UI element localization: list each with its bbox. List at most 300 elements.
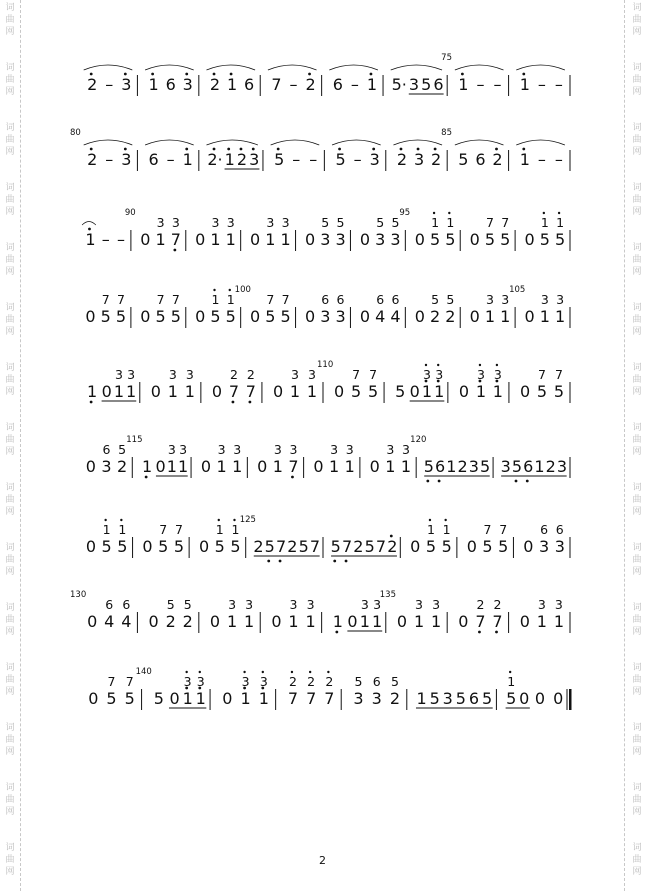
slur-arc bbox=[206, 65, 255, 70]
note-digit: 0 bbox=[458, 612, 469, 631]
watermark-char: 网 bbox=[5, 807, 15, 817]
watermark-char: 曲 bbox=[5, 675, 15, 685]
chord-upper-digit: 3 bbox=[435, 367, 444, 382]
note-digit: 5 bbox=[536, 382, 548, 401]
high-octave-dot bbox=[252, 148, 255, 151]
score-row bbox=[86, 435, 570, 482]
note-digit: 2 bbox=[457, 457, 468, 476]
page-number: 2 bbox=[319, 854, 326, 867]
chord-upper-digit: 3 bbox=[360, 597, 369, 612]
note-digit: 0 bbox=[195, 230, 206, 249]
chord-upper-digit: 2 bbox=[288, 674, 297, 689]
watermark-char: 网 bbox=[5, 447, 15, 457]
note-digit: 1 bbox=[431, 612, 442, 631]
note-digit: 0 bbox=[458, 382, 470, 401]
chord-upper-digit: 7 bbox=[281, 292, 290, 307]
note-digit: 7 bbox=[271, 75, 282, 94]
low-octave-dot bbox=[173, 249, 176, 252]
note-digit: 1 bbox=[216, 457, 227, 476]
chord-upper-digit: 3 bbox=[540, 292, 549, 307]
watermark-char: 网 bbox=[632, 867, 642, 877]
watermark-char: 网 bbox=[5, 567, 15, 577]
chord-upper-digit: 3 bbox=[156, 215, 165, 230]
high-octave-dot bbox=[229, 289, 231, 291]
note-digit: 1 bbox=[344, 457, 355, 476]
high-octave-dot bbox=[437, 364, 439, 366]
chord-upper-digit: 3 bbox=[211, 215, 220, 230]
note-digit: 0 bbox=[359, 230, 371, 249]
chord-upper-digit: 3 bbox=[345, 442, 354, 457]
note-digit: 0 bbox=[88, 689, 99, 708]
chord-upper-digit: 2 bbox=[246, 367, 255, 382]
chord-upper-digit: 2 bbox=[476, 597, 485, 612]
watermark-char: 词 bbox=[632, 663, 642, 673]
note-digit: 0 bbox=[250, 230, 261, 249]
watermark-char: 网 bbox=[5, 687, 15, 697]
chord-upper-digit: 6 bbox=[321, 292, 330, 307]
note-digit: 1 bbox=[413, 612, 425, 631]
chord-upper-digit: 3 bbox=[556, 292, 565, 307]
note-digit: 1 bbox=[155, 230, 166, 249]
watermark-char: 词 bbox=[5, 3, 15, 13]
note-digit: 1 bbox=[210, 230, 221, 249]
note-digit: 2 bbox=[431, 150, 442, 169]
score-row bbox=[70, 128, 570, 171]
chord-upper-digit: 3 bbox=[432, 597, 441, 612]
note-digit: 1 bbox=[536, 612, 547, 631]
note-digit: 5 bbox=[101, 537, 112, 556]
note-digit: 5 bbox=[170, 307, 181, 326]
note-digit: 1 bbox=[258, 689, 269, 708]
measure-number: 120 bbox=[410, 435, 427, 445]
watermark-char: 网 bbox=[632, 507, 642, 517]
note-digit: 0 bbox=[304, 230, 316, 249]
chord-upper-digit: 5 bbox=[376, 215, 385, 230]
watermark-char: 网 bbox=[632, 807, 642, 817]
chord-upper-digit: 3 bbox=[245, 597, 254, 612]
note-digit: 0 bbox=[369, 457, 380, 476]
dash-sustain: – bbox=[105, 75, 114, 94]
watermark-char: 曲 bbox=[632, 435, 642, 445]
dash-sustain: – bbox=[554, 75, 563, 94]
high-octave-dot bbox=[400, 148, 403, 151]
note-digit: 5 bbox=[264, 537, 275, 556]
low-octave-dot bbox=[267, 560, 270, 563]
watermark-char: 词 bbox=[632, 543, 642, 553]
slur-arc bbox=[268, 65, 317, 70]
chord-upper-digit: 6 bbox=[376, 292, 385, 307]
dash-sustain: – bbox=[493, 75, 502, 94]
watermark-char: 曲 bbox=[632, 675, 642, 685]
measure-number: 80 bbox=[70, 128, 81, 138]
note-digit: 3 bbox=[320, 230, 331, 249]
note-digit: 7 bbox=[475, 612, 486, 631]
slur-arc bbox=[516, 140, 565, 145]
note-digit: 1 bbox=[184, 382, 195, 401]
chord-upper-digit: 3 bbox=[217, 442, 226, 457]
note-digit: 0 bbox=[198, 537, 210, 556]
chord-upper-digit: 3 bbox=[415, 597, 424, 612]
note-digit: 0 bbox=[359, 307, 371, 326]
note-digit: 5 bbox=[225, 307, 236, 326]
measure-number: 90 bbox=[124, 208, 136, 218]
chord-upper-digit: 1 bbox=[211, 292, 220, 307]
chord-upper-digit: 5 bbox=[166, 597, 175, 612]
watermark-char: 曲 bbox=[632, 495, 642, 505]
note-digit: 4 bbox=[375, 307, 386, 326]
chord-upper-digit: 7 bbox=[171, 292, 180, 307]
note-digit: 2 bbox=[236, 150, 248, 169]
note-digit: 1 bbox=[85, 230, 96, 249]
chord-upper-digit: 3 bbox=[291, 367, 299, 382]
note-digit: 1 bbox=[458, 75, 469, 94]
note-digit: 0 bbox=[169, 689, 180, 708]
note-digit: 1 bbox=[366, 75, 378, 94]
note-digit: 1 bbox=[554, 307, 566, 326]
watermark-char: 网 bbox=[5, 627, 15, 637]
note-digit: 1 bbox=[385, 457, 396, 476]
chord-upper-digit: 5 bbox=[183, 597, 192, 612]
chord-upper-digit: 3 bbox=[402, 442, 410, 457]
measure-number: 135 bbox=[379, 590, 397, 600]
chord-upper-digit: 7 bbox=[266, 292, 275, 307]
note-digit: 0 bbox=[142, 537, 153, 556]
note-digit: 2 bbox=[87, 150, 98, 169]
chord-upper-digit: 3 bbox=[179, 442, 188, 457]
chord-upper-digit: 5 bbox=[431, 292, 440, 307]
note-digit: 0 bbox=[409, 382, 420, 401]
chord-upper-digit: 7 bbox=[483, 522, 492, 537]
score-row bbox=[82, 208, 570, 251]
note-digit: 0 bbox=[85, 307, 96, 326]
note-digit: 0 bbox=[195, 307, 206, 326]
watermark-char: 词 bbox=[5, 63, 15, 73]
note-digit: 5 bbox=[117, 537, 128, 556]
chord-upper-digit: 2 bbox=[307, 674, 316, 689]
note-digit: 7 bbox=[288, 457, 299, 476]
note-digit: 1 bbox=[232, 457, 243, 476]
measure-number: 110 bbox=[317, 360, 334, 370]
note-digit: 0 bbox=[148, 612, 159, 631]
note-digit: 0 bbox=[410, 537, 421, 556]
note-digit: 5 bbox=[395, 382, 406, 401]
watermark-char: 曲 bbox=[5, 135, 15, 145]
chord-upper-digit: 1 bbox=[540, 215, 549, 230]
note-digit: 3 bbox=[101, 457, 112, 476]
note-digit: 2 bbox=[353, 537, 364, 556]
low-octave-dot bbox=[145, 476, 148, 479]
dash-sustain: – bbox=[476, 75, 485, 94]
watermark-char: 词 bbox=[5, 843, 15, 853]
note-digit: 3 bbox=[353, 689, 364, 708]
watermark-char: 网 bbox=[5, 867, 15, 877]
note-digit: 1 bbox=[519, 75, 530, 94]
watermark-char: 曲 bbox=[632, 195, 642, 205]
chord-upper-digit: 6 bbox=[122, 597, 131, 612]
high-octave-dot bbox=[444, 519, 446, 521]
final-barline-thick bbox=[569, 689, 572, 710]
note-digit: 0 bbox=[211, 382, 223, 401]
note-digit: 0 bbox=[466, 537, 477, 556]
chord-upper-digit: 1 bbox=[226, 292, 235, 307]
note-digit: 5 bbox=[330, 537, 341, 556]
chord-upper-digit: 1 bbox=[556, 215, 565, 230]
watermark-char: 网 bbox=[5, 207, 15, 217]
chord-upper-digit: 7 bbox=[125, 674, 134, 689]
low-octave-dot bbox=[249, 401, 252, 404]
note-digit: 2 bbox=[396, 150, 408, 169]
note-digit: 2 bbox=[445, 307, 456, 326]
watermark-char: 曲 bbox=[5, 795, 15, 805]
watermark-char: 网 bbox=[632, 327, 642, 337]
watermark-char: 曲 bbox=[5, 615, 15, 625]
note-digit: 1 bbox=[416, 689, 427, 708]
watermark-char: 词 bbox=[5, 543, 15, 553]
high-octave-dot bbox=[448, 212, 450, 214]
watermark-char: 词 bbox=[5, 243, 15, 253]
note-digit: 0 bbox=[553, 689, 564, 708]
note-digit: 1 bbox=[400, 457, 412, 476]
note-digit: 1 bbox=[265, 230, 276, 249]
note-digit: 0 bbox=[87, 612, 98, 631]
high-octave-dot bbox=[240, 148, 243, 151]
score-row bbox=[87, 360, 570, 403]
note-digit: 0 bbox=[347, 612, 358, 631]
note-digit: 2 bbox=[545, 457, 556, 476]
measure-number: 130 bbox=[70, 590, 87, 600]
note-digit: 0 bbox=[85, 457, 96, 476]
high-octave-dot bbox=[104, 519, 106, 521]
high-octave-dot bbox=[277, 148, 280, 151]
watermark-char: 词 bbox=[632, 123, 642, 133]
note-digit: 6 bbox=[165, 75, 176, 94]
note-digit: 1 bbox=[148, 75, 159, 94]
dash-sustain: – bbox=[309, 150, 318, 169]
chord-upper-digit: 7 bbox=[485, 215, 494, 230]
high-octave-dot bbox=[543, 212, 545, 214]
high-octave-dot bbox=[461, 73, 464, 76]
watermark-char: 词 bbox=[5, 423, 15, 433]
watermark-char: 词 bbox=[5, 363, 15, 373]
measure-number: 75 bbox=[441, 53, 453, 63]
note-digit: 1 bbox=[226, 75, 238, 94]
note-digit: 1 bbox=[359, 612, 370, 631]
chord-upper-digit: 3 bbox=[289, 442, 298, 457]
low-octave-dot bbox=[232, 401, 235, 404]
chord-upper-digit: 6 bbox=[105, 597, 114, 612]
watermark-char: 词 bbox=[632, 483, 642, 493]
note-digit: 1 bbox=[226, 612, 238, 631]
note-digit: 3 bbox=[320, 307, 331, 326]
high-octave-dot bbox=[199, 671, 201, 673]
watermark-char: 词 bbox=[632, 783, 642, 793]
note-digit: 1 bbox=[280, 230, 291, 249]
note-digit: 5 bbox=[482, 537, 493, 556]
watermark-char: 曲 bbox=[632, 315, 642, 325]
high-octave-dot bbox=[185, 671, 187, 673]
note-digit: 0 bbox=[524, 307, 535, 326]
note-digit: 5 bbox=[214, 537, 225, 556]
note-digit: 2 bbox=[209, 75, 221, 94]
chord-upper-digit: 1 bbox=[431, 215, 440, 230]
chord-upper-digit: 7 bbox=[501, 215, 510, 230]
note-digit: 1 bbox=[87, 382, 98, 401]
chord-upper-digit: 6 bbox=[555, 522, 564, 537]
chord-upper-digit: 7 bbox=[554, 367, 563, 382]
high-octave-dot bbox=[185, 73, 188, 76]
watermark-char: 词 bbox=[632, 3, 642, 13]
watermark-char: 曲 bbox=[5, 195, 15, 205]
chord-upper-digit: 3 bbox=[330, 442, 339, 457]
note-digit: 1 bbox=[306, 382, 318, 401]
chord-upper-digit: 3 bbox=[185, 367, 194, 382]
dash-sustain: – bbox=[292, 150, 301, 169]
note-digit: 1 bbox=[484, 307, 496, 326]
watermark-char: 词 bbox=[632, 603, 642, 613]
slur-arc bbox=[393, 140, 442, 145]
high-octave-dot bbox=[230, 73, 233, 76]
slur-arc bbox=[84, 140, 133, 145]
note-digit: 2 bbox=[387, 537, 398, 556]
high-octave-dot bbox=[120, 519, 122, 521]
note-digit: 7 bbox=[275, 537, 287, 556]
note-digit: 0 bbox=[222, 689, 233, 708]
high-octave-dot bbox=[309, 671, 311, 673]
chord-upper-digit: 3 bbox=[554, 597, 563, 612]
note-digit: 3 bbox=[121, 150, 132, 169]
high-octave-dot bbox=[390, 535, 393, 538]
note-digit: 1 bbox=[475, 382, 487, 401]
low-octave-dot bbox=[279, 560, 282, 563]
slur-arc bbox=[271, 140, 320, 145]
low-octave-dot bbox=[526, 480, 529, 483]
watermark-char: 网 bbox=[5, 387, 15, 397]
high-octave-dot bbox=[522, 73, 525, 76]
watermark-char: 词 bbox=[632, 303, 642, 313]
chord-upper-digit: 5 bbox=[391, 215, 400, 230]
high-octave-dot bbox=[262, 671, 264, 673]
note-digit: 1 bbox=[182, 150, 193, 169]
watermark-char: 词 bbox=[5, 783, 15, 793]
note-digit: 0 bbox=[200, 457, 212, 476]
chord-upper-digit: 3 bbox=[501, 292, 510, 307]
note-digit: 3 bbox=[335, 307, 346, 326]
note-digit: 1 bbox=[534, 457, 545, 476]
note-digit: 5 bbox=[441, 537, 452, 556]
watermark-char: 词 bbox=[5, 483, 15, 493]
chord-upper-digit: 3 bbox=[183, 674, 192, 689]
note-digit: 1 bbox=[195, 689, 206, 708]
note-digit: 0 bbox=[209, 612, 221, 631]
high-octave-dot bbox=[291, 671, 293, 673]
note-digit: 3 bbox=[369, 150, 380, 169]
watermark-char: 网 bbox=[5, 267, 15, 277]
score-row bbox=[85, 285, 570, 328]
watermark-char: 词 bbox=[632, 723, 642, 733]
note-digit: 5 bbox=[274, 150, 285, 169]
note-digit: 1 bbox=[225, 230, 236, 249]
chord-upper-digit: 3 bbox=[196, 674, 205, 689]
watermark-char: 曲 bbox=[5, 435, 15, 445]
note-digit: 1 bbox=[553, 612, 565, 631]
watermark-char: 曲 bbox=[5, 495, 15, 505]
note-digit: 5 bbox=[350, 382, 362, 401]
note-digit: 6 bbox=[468, 689, 480, 708]
note-digit: 3 bbox=[371, 689, 382, 708]
high-octave-dot bbox=[233, 519, 235, 521]
note-digit: 1 bbox=[166, 457, 177, 476]
tie-arc bbox=[82, 222, 96, 226]
note-digit: 6 bbox=[433, 75, 444, 94]
watermark-char: 词 bbox=[5, 123, 15, 133]
watermark-char: 曲 bbox=[632, 375, 642, 385]
chord-upper-digit: 5 bbox=[321, 215, 330, 230]
note-digit: 7 bbox=[287, 689, 299, 708]
high-octave-dot bbox=[88, 228, 91, 231]
note-digit: 5 bbox=[539, 230, 550, 249]
note-digit: 0 bbox=[519, 382, 531, 401]
note-digit: 3 bbox=[390, 230, 401, 249]
note-digit: 2 bbox=[429, 307, 441, 326]
high-octave-dot bbox=[243, 671, 245, 673]
chord-upper-digit: 5 bbox=[336, 215, 345, 230]
slur-arc bbox=[391, 65, 442, 70]
note-digit: 1 bbox=[167, 382, 178, 401]
high-octave-dot bbox=[434, 148, 437, 151]
dash-sustain: – bbox=[105, 150, 114, 169]
high-octave-dot bbox=[522, 148, 525, 151]
score-row bbox=[88, 667, 571, 710]
measure-number: 115 bbox=[126, 435, 143, 445]
note-digit: 0 bbox=[469, 230, 480, 249]
note-digit: 5 bbox=[100, 307, 111, 326]
low-octave-dot bbox=[495, 631, 498, 634]
watermark-char: 曲 bbox=[632, 255, 642, 265]
note-digit: 3 bbox=[538, 537, 550, 556]
chord-upper-digit: 7 bbox=[174, 522, 183, 537]
chord-upper-digit: 3 bbox=[423, 367, 431, 382]
dash-sustain: – bbox=[537, 150, 546, 169]
watermark-char: 曲 bbox=[5, 15, 15, 25]
watermark-char: 网 bbox=[5, 747, 15, 757]
slur-arc bbox=[145, 140, 194, 145]
note-digit: 5 bbox=[484, 230, 496, 249]
chord-upper-digit: 7 bbox=[156, 292, 165, 307]
note-digit: 5 bbox=[480, 457, 491, 476]
watermark-char: 网 bbox=[632, 627, 642, 637]
watermark-char: 曲 bbox=[632, 75, 642, 85]
note-digit: 0 bbox=[140, 307, 151, 326]
note-digit: 1 bbox=[289, 382, 301, 401]
chord-upper-digit: 7 bbox=[499, 522, 508, 537]
chord-upper-digit: 7 bbox=[117, 292, 125, 307]
slur-arc bbox=[332, 140, 381, 145]
dash-sustain: – bbox=[353, 150, 362, 169]
note-digit: 7 bbox=[492, 612, 503, 631]
note-digit: 2 bbox=[253, 537, 264, 556]
high-octave-dot bbox=[213, 148, 216, 151]
note-digit: 5 bbox=[265, 307, 276, 326]
high-octave-dot bbox=[151, 73, 154, 76]
note-digit: 5 bbox=[298, 537, 309, 556]
watermark-char: 曲 bbox=[632, 135, 642, 145]
note-digit: 1 bbox=[446, 457, 457, 476]
note-digit: 2· bbox=[207, 150, 223, 169]
high-octave-dot bbox=[338, 148, 341, 151]
watermark-char: 网 bbox=[5, 507, 15, 517]
chord-upper-digit: 3 bbox=[226, 215, 235, 230]
dash-sustain: – bbox=[166, 150, 175, 169]
